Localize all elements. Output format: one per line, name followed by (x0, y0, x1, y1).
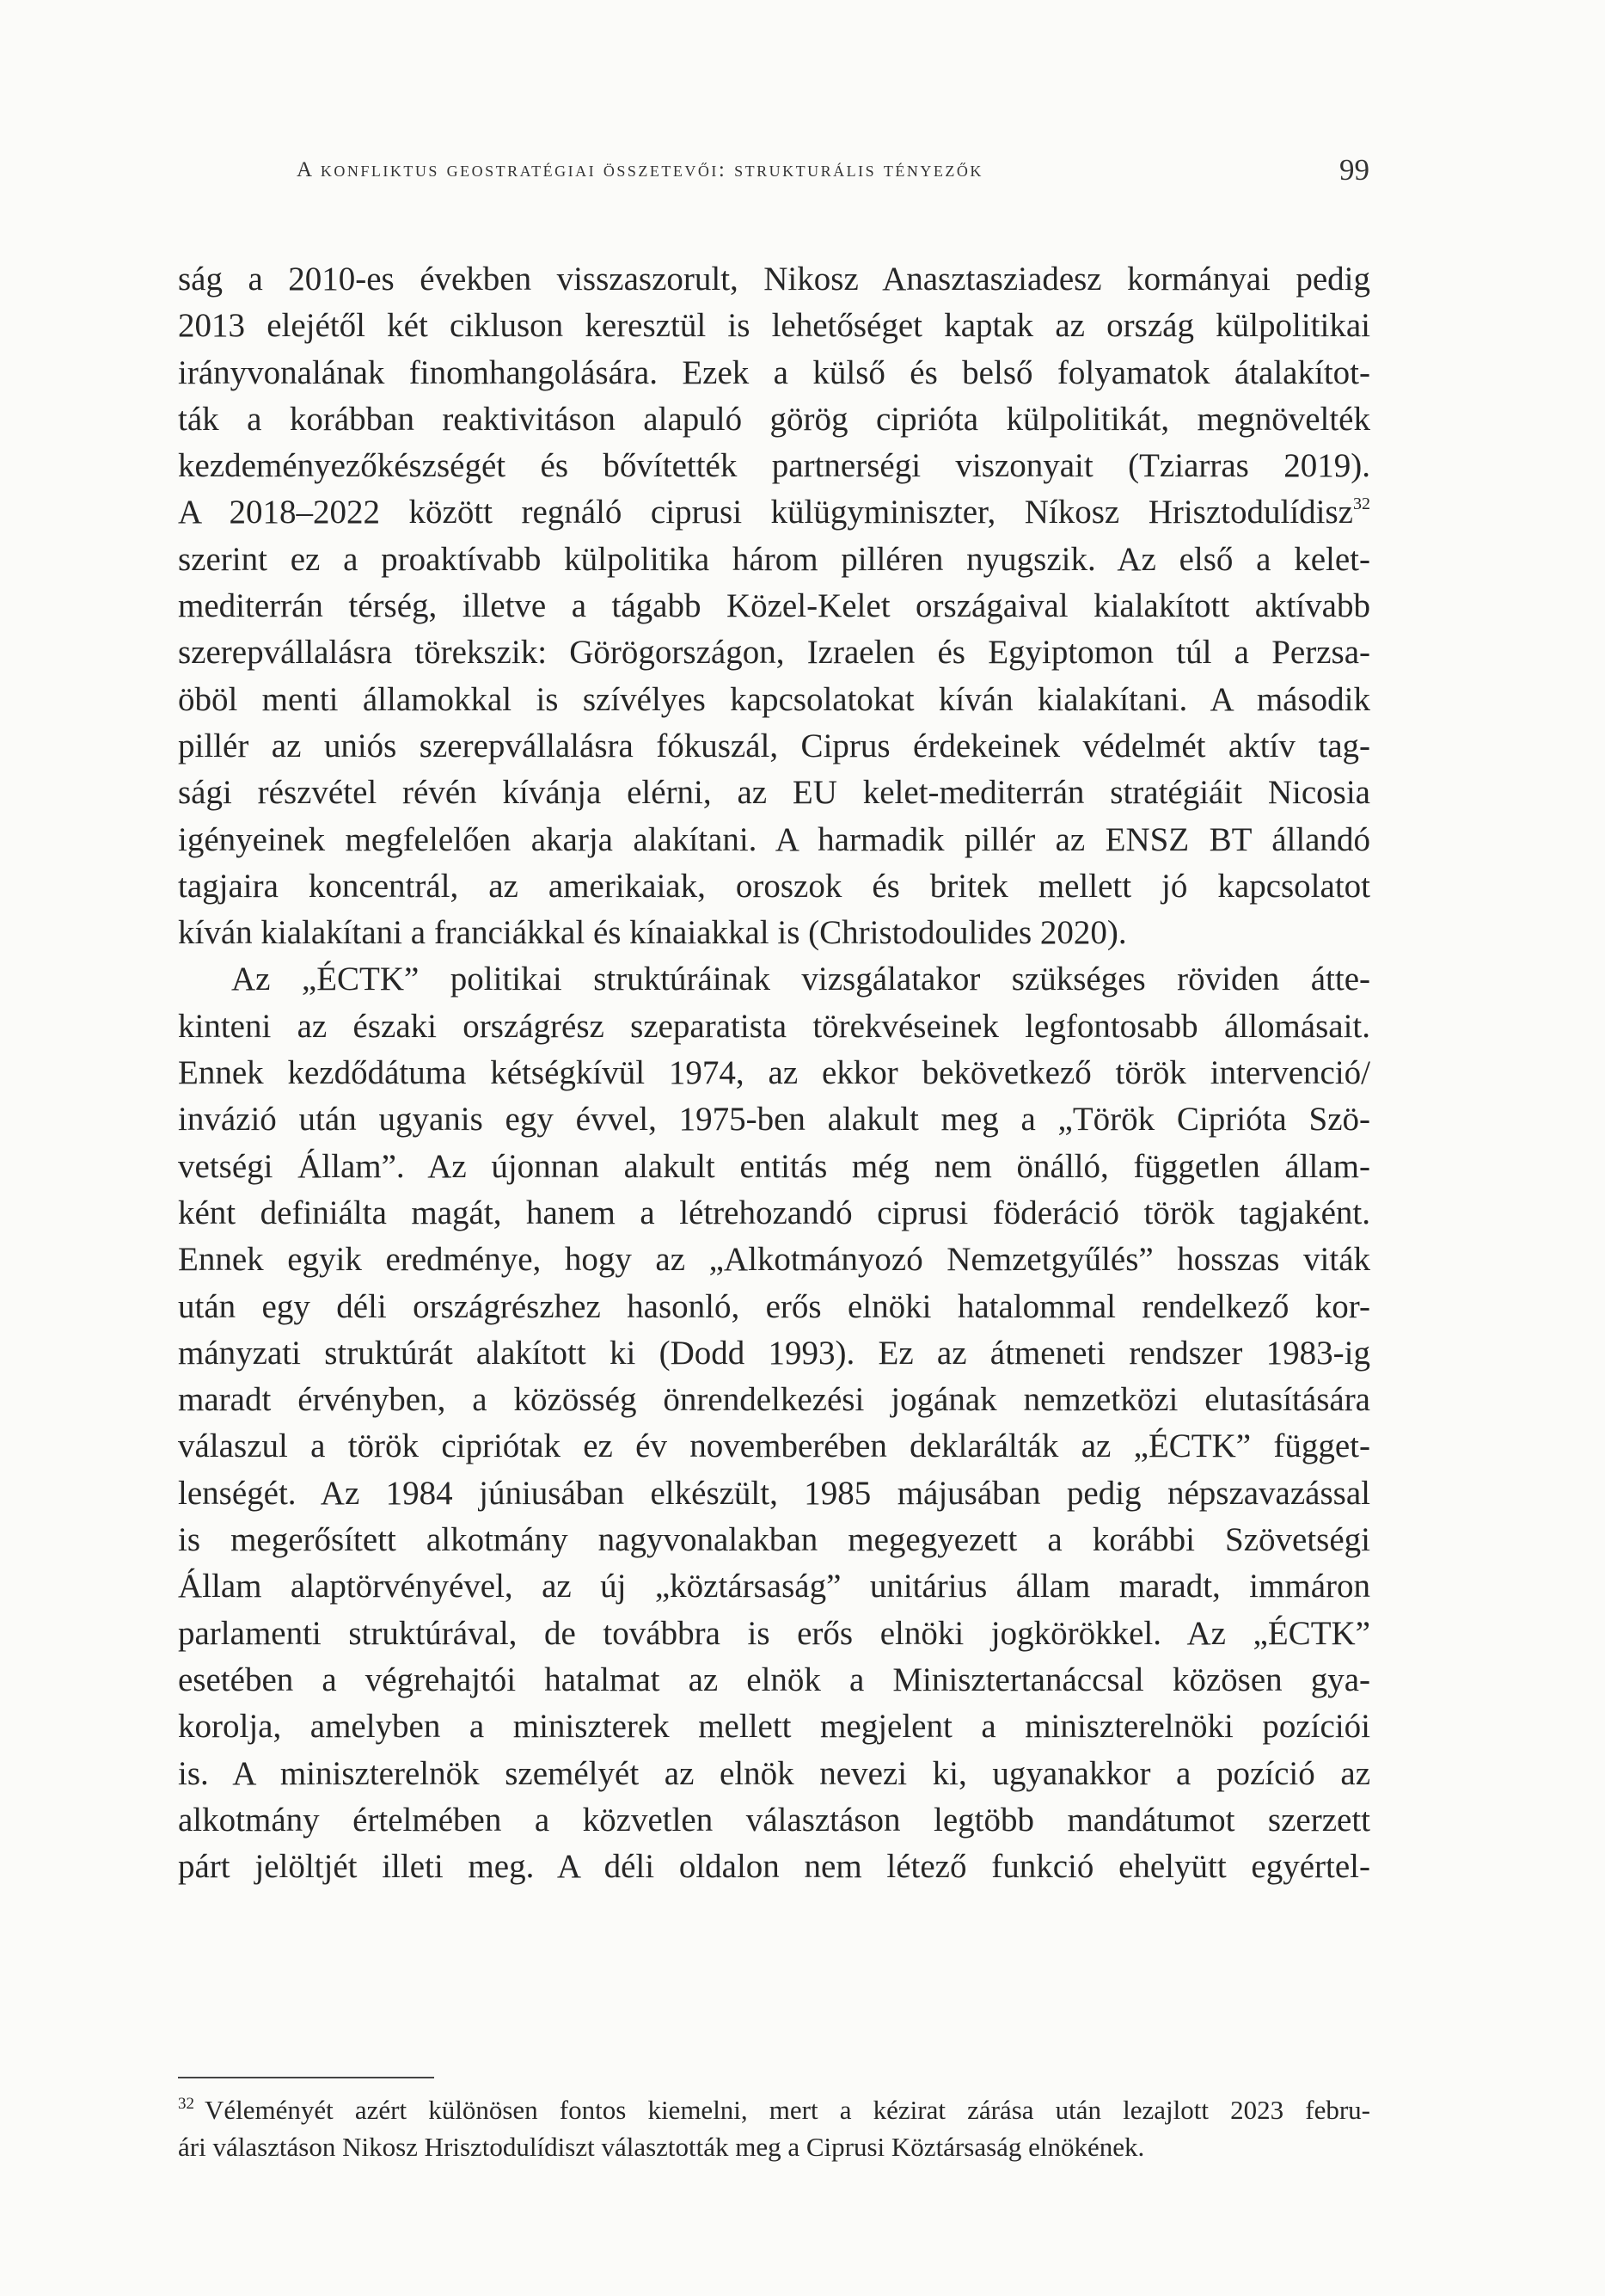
text-line: kíván kialakítani a franciákkal és kínaiakkal is (Christodoulides 2020). (178, 914, 1127, 952)
footnote-text: Véleményét azért különösen fontos kiemelni, mert a kézirat zárása után lezajlott 2023 febru- (205, 2095, 1370, 2125)
text-line: esetében a végrehajtói hatalmat az elnök a Minisztertanáccsal közösen gya- (178, 1661, 1370, 1698)
text-line: pillér az uniós szerepvállalásra fókuszál, Ciprus érdekeinek védelmét aktív tag- (178, 727, 1370, 764)
text-line: ták a korábban reaktivitáson alapuló görög ciprióta külpolitikát, megnövelték (178, 400, 1370, 438)
text-line: mediterrán térség, illetve a tágabb Közel-Kelet országaival kialakított aktívabb (178, 587, 1370, 625)
text-line: korolja, amelyben a miniszterek mellett megjelent a miniszterelnöki pozíciói (178, 1708, 1370, 1746)
body-text (178, 256, 1370, 1890)
text-line: maradt érvényben, a közösség önrendelkezési jogának nemzetközi elutasítására (178, 1381, 1370, 1419)
footnote-reference[interactable]: 32 (1353, 494, 1370, 514)
text-line: ság a 2010-es években visszaszorult, Nikosz Anasztasziadesz kormányai pedig (178, 261, 1370, 298)
text-line: irányvonalának finomhangolására. Ezek a külső és belső folyamatok átalakítot- (178, 353, 1370, 391)
text-line: igényeinek megfelelően akarja alakítani. A harmadik pillér az ENSZ BT állandó (178, 820, 1370, 858)
footnote-line (178, 2092, 1370, 2129)
text-line: szerint ez a proaktívabb külpolitika három pilléren nyugszik. Az első a kelet- (178, 540, 1370, 578)
text-line: alkotmány értelmében a közvetlen választáson legtöbb mandátumot szerzett (178, 1801, 1370, 1839)
text-line: is. A miniszterelnök személyét az elnök nevezi ki, ugyanakkor a pozíció az (178, 1754, 1370, 1792)
text-line: válaszul a török cipriótak ez év novemberében deklarálták az „ÉCTK” függet- (178, 1427, 1370, 1465)
text-line: Ennek egyik eredménye, hogy az „Alkotmányozó Nemzetgyűlés” hosszas viták (178, 1241, 1370, 1279)
text-line (178, 489, 1370, 536)
text-line: sági részvétel révén kívánja elérni, az EU kelet-mediterrán stratégiáit Nicosia (178, 774, 1370, 812)
text-line: parlamenti struktúrával, de továbbra is erős elnöki jogkörökkel. Az „ÉCTK” (178, 1614, 1370, 1652)
footnote-line: ári választáson Nikosz Hrisztodulídiszt választották meg a Ciprusi Köztársaság elnökének. (178, 2131, 1145, 2162)
text-line: kezdeményezőkészségét és bővítették partnerségi viszonyait (Tziarras 2019). (178, 447, 1370, 485)
footnote-divider (178, 2077, 434, 2078)
text-line: invázió után ugyanis egy évvel, 1975-ben alakult meg a „Török Ciprióta Szö- (178, 1101, 1370, 1139)
footnote-number: 32 (178, 2095, 194, 2113)
running-head: A konfliktus geostratégiai összetevői: strukturális tényezők (297, 158, 983, 181)
text-line: is megerősített alkotmány nagyvonalakban megegyezett a korábbi Szövetségi (178, 1521, 1370, 1559)
footnote (178, 2092, 1370, 2165)
text-line: ként definiálta magát, hanem a létrehozandó ciprusi föderáció török tagjaként. (178, 1194, 1370, 1231)
text-line: 2013 elejétől két cikluson keresztül is lehetőséget kaptak az ország külpolitikai (178, 307, 1370, 345)
text-line: után egy déli országrészhez hasonló, erős elnöki hatalommal rendelkező kor- (178, 1287, 1370, 1325)
text-line: mányzati struktúrát alakított ki (Dodd 1993). Ez az átmeneti rendszer 1983-ig (178, 1334, 1370, 1372)
text-line: lenségét. Az 1984 júniusában elkészült, 1985 májusában pedig népszavazással (178, 1474, 1370, 1512)
text-line: kinteni az északi országrész szeparatista törekvéseinek legfontosabb állomásait. (178, 1007, 1370, 1045)
text-line: tagjaira koncentrál, az amerikaiak, oroszok és britek mellett jó kapcsolatot (178, 867, 1370, 905)
text-line: párt jelöltjét illeti meg. A déli oldalon nem létező funkció ehelyütt egyértel- (178, 1848, 1370, 1886)
text-line: vetségi Állam”. Az újonnan alakult entitás még nem önálló, független állam- (178, 1147, 1370, 1185)
text-line: szerepvállalásra törekszik: Görögországon, Izraelen és Egyiptomon túl a Perzsa- (178, 634, 1370, 672)
text-line: öböl menti államokkal is szívélyes kapcsolatokat kíván kialakítani. A második (178, 680, 1370, 718)
text-line-content: A 2018–2022 között regnáló ciprusi külügyminiszter, Níkosz Hrisztodulídisz (178, 494, 1353, 531)
text-line: Az „ÉCTK” politikai struktúráinak vizsgálatakor szükséges röviden átte- (231, 961, 1370, 998)
text-line: Ennek kezdődátuma kétségkívül 1974, az ekkor bekövetkező török intervenció/ (178, 1054, 1370, 1092)
page-number: 99 (1339, 153, 1369, 187)
text-line: Állam alaptörvényével, az új „köztársaság” unitárius állam maradt, immáron (178, 1568, 1370, 1605)
